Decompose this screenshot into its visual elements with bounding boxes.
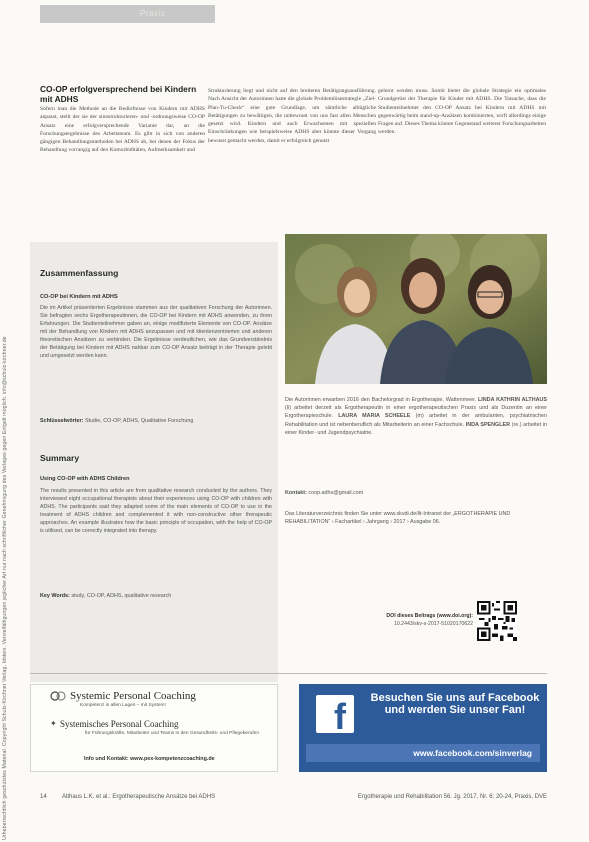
section-label: Praxis [140, 9, 166, 18]
caption-name-3: INDA SPENGLER [465, 421, 511, 428]
keywords-de-value: Studie, CO-OP, ADHS, Qualitative Forschung [84, 418, 194, 424]
contact-label: Kontakt: [285, 490, 307, 496]
contact-email-link[interactable]: coop.adhs@gmail.com [308, 490, 364, 496]
caption-text-2: (m) arbeitet in der ambulanten, psychiatrischen Rehabilitation und ist nebenberuflich als Mitarbeiterin an einer Fachschule. [285, 413, 547, 428]
caption-text-3: (re.) arbeitet in einer Kinder- und Jugendpsychiatrie. [285, 421, 547, 436]
summary-en-text: The results presented in this article are from qualitative research conducted by the authors. They interviewed eight occupational therapists about their experiences using CO-OP with children with ADHS. The participants said they adapted some of the main elements of CO-OP to use in the treatment of ADHS children and complemented it with non-constructive other therapeutic approaches. An example illustrates how the basic principle of occupation, with the help of CO-OP is utilised, can be correctly integrated into therapy. [40, 488, 272, 534]
keywords-en-value: study, CO-OP, ADHS, qualitative research [71, 593, 172, 599]
article-column-2: Strukturierung liegt und nicht auf den breiteren Betätigungsausführung. Nach Ansicht der Autorinnen hatte die globale Problemlösestrategie „Ziel-Plan-Tu-Check“ eine gute Grundlage, um sämtliche alltägliche Betätigungen zu bewältigen, die unbewusst von uns fast allen Menschen gesetzt wird. Kindern und auch Erwachsenen mit speziellen Einschränkungen wie beispielsweise ADHS aber könnte dieser Vorgang bewusst gemacht werden, damit er erfolgreich genutzt [208, 88, 376, 144]
summary-de-heading: Zusammenfassung [40, 268, 119, 278]
summary-de-subheading: CO-OP bei Kindern mit ADHS [40, 294, 118, 300]
summary-en-keywords [40, 593, 272, 599]
authors-photo [285, 234, 547, 384]
article-heading: CO-OP erfolgversprechend bei Kindern mit ADHS [40, 84, 197, 104]
section-header-bar [40, 5, 215, 23]
caption-name-1: LINDA KATHRIN ALTHAUS [478, 397, 547, 403]
doi-label: DOI dieses Beitrags (www.doi.org): [386, 613, 473, 619]
footer-authors: Althaus L.K. et al.: Ergotherapeutische Ansätze bei ADHS [62, 794, 216, 800]
section-divider [30, 673, 547, 674]
caption-name-2: LAURA MARIA SCHEELE [338, 413, 411, 420]
facebook-ad-text: Besuchen Sie uns auf Facebook und werden Sie unser Fan! [370, 692, 540, 716]
keywords-en-label: Key Words: [40, 593, 70, 599]
literature-note: Das Literaturverzeichnis finden Sie unter www.skvdi.de/lit-Intranet der „ERGOTHERAPIE UND REHABILITATION“ › Fachartikel › Jahrgang › 2017 › Ausgabe 06. [285, 511, 511, 526]
coaching-ad-contact[interactable]: Info und Kontakt: www.pex-kompetenzcoaching.de [84, 756, 215, 762]
caption-text-1: (li) arbeitet derzeit als Ergotherapeutin in einer ergotherapeutischen Praxis und als Dozentin an einer Ergotherapieschule. [285, 405, 547, 420]
authors-caption [285, 396, 547, 437]
summary-de-text: Die im Artikel präsentierten Ergebnisse stammen aus der qualitativen Forschung der Autorinnen. Sie befragten sechs Ergotherapeutinnen, die CO-OP bei Kindern mit ADHS anwenden, zu ihren Erfahrungen. Die Studienteilnehmer gaben an, einige modifizierte Elemente von CO-OP. Ansätze mit der Behandlung von Kindern mit ADHS anzupassen und mit klientenzentrierten und anderen theoretischen Ansätzen zu verbinden. Die Ergebnisse verdeutlichen, wie das Grundverständnis der Betätigung bei Kindern mit ADHS nahbar zum CO-OP Ansatz beiträgt in der Therapie gelebt und umgesetzt werden kann. [40, 305, 272, 359]
coaching-ad-sub-2: für Führungskräfte, Mitarbeiter und Teams in den Gesundheits- und Pflegeberufen [84, 731, 260, 736]
caption-lead: Die Autorinnen erwarben 2016 den Bachelorgrad in Ergotherapie, Wattenmeer. [285, 397, 478, 403]
contact-line [285, 490, 547, 496]
footer-journal: Ergotherapie und Rehabilitation 56. Jg. 2017, Nr. 6: 20-24, Praxis, DVE [357, 794, 547, 800]
star-icon: ✦ [50, 719, 57, 728]
keywords-de-label: Schlüsselwörter: [40, 418, 84, 424]
summary-en-heading: Summary [40, 453, 80, 463]
coaching-ad-sub-1: Kompetenz in allen Lagen – mit System! [80, 703, 166, 708]
qr-code[interactable] [477, 601, 517, 641]
coaching-ad-title-2: Systemisches Personal Coaching [60, 719, 179, 729]
copyright-side-note: Urheberrechtlich geschütztes Material. Copyright Schulz-Kirchner Verlag, Idstein. Vervielfältigungen jeglicher Art nur nach schriftlicher Genehmigung des Verlages gegen Entgelt möglich. info@schulz-kirchner.de [2, 336, 8, 840]
facebook-url-link[interactable]: www.facebook.com/sinverlag [306, 744, 540, 762]
coaching-ad-title-1: Systemic Personal Coaching [70, 690, 196, 702]
page-number: 14 [40, 794, 47, 800]
coaching-logo-icon [50, 689, 66, 703]
facebook-icon: f [334, 696, 346, 737]
doi-value[interactable]: 10.2443/skv-s-2017-51020170622 [393, 621, 473, 627]
article-column-3: gelernt werden muss. Somit bietet die globale Strategie ein optimales Grundgerüst der Therapie für Kinder mit ADHS. Die Tatsache, dass die Studienteilnehmer den CO-OP Ansatz bei Kindern mit ADHS mit gegenwärtig beim stand-up-Ansätzen kombinierten, wirft allerdings einige Fragen auf. Dieses Thema könnte Gegenstand weiterer Forschungsarbeiten werden. [378, 88, 546, 136]
doi-block [355, 612, 473, 628]
summary-en-subheading: Using CO-OP with ADHS Children [40, 476, 130, 482]
article-column-1: Sofern man die Methode an die Bedürfnisse von Kindern mit ADHS anpasst, stellt der sie der sinnstrukturieren- und -ordnungsweise CO-OP Ansatz eine erfolgversprechende Variante dar, an die Forschungsergebnisse des Arbeitsteam. Es gibt in sich von anderen gängigen Behandlungsmethoden bei ADHS ab, bei denen der Fokus der Behandlung vorrangig auf den Komorbiditäten, Aufmerksamkeit und [40, 106, 205, 154]
summary-de-keywords [40, 418, 272, 424]
